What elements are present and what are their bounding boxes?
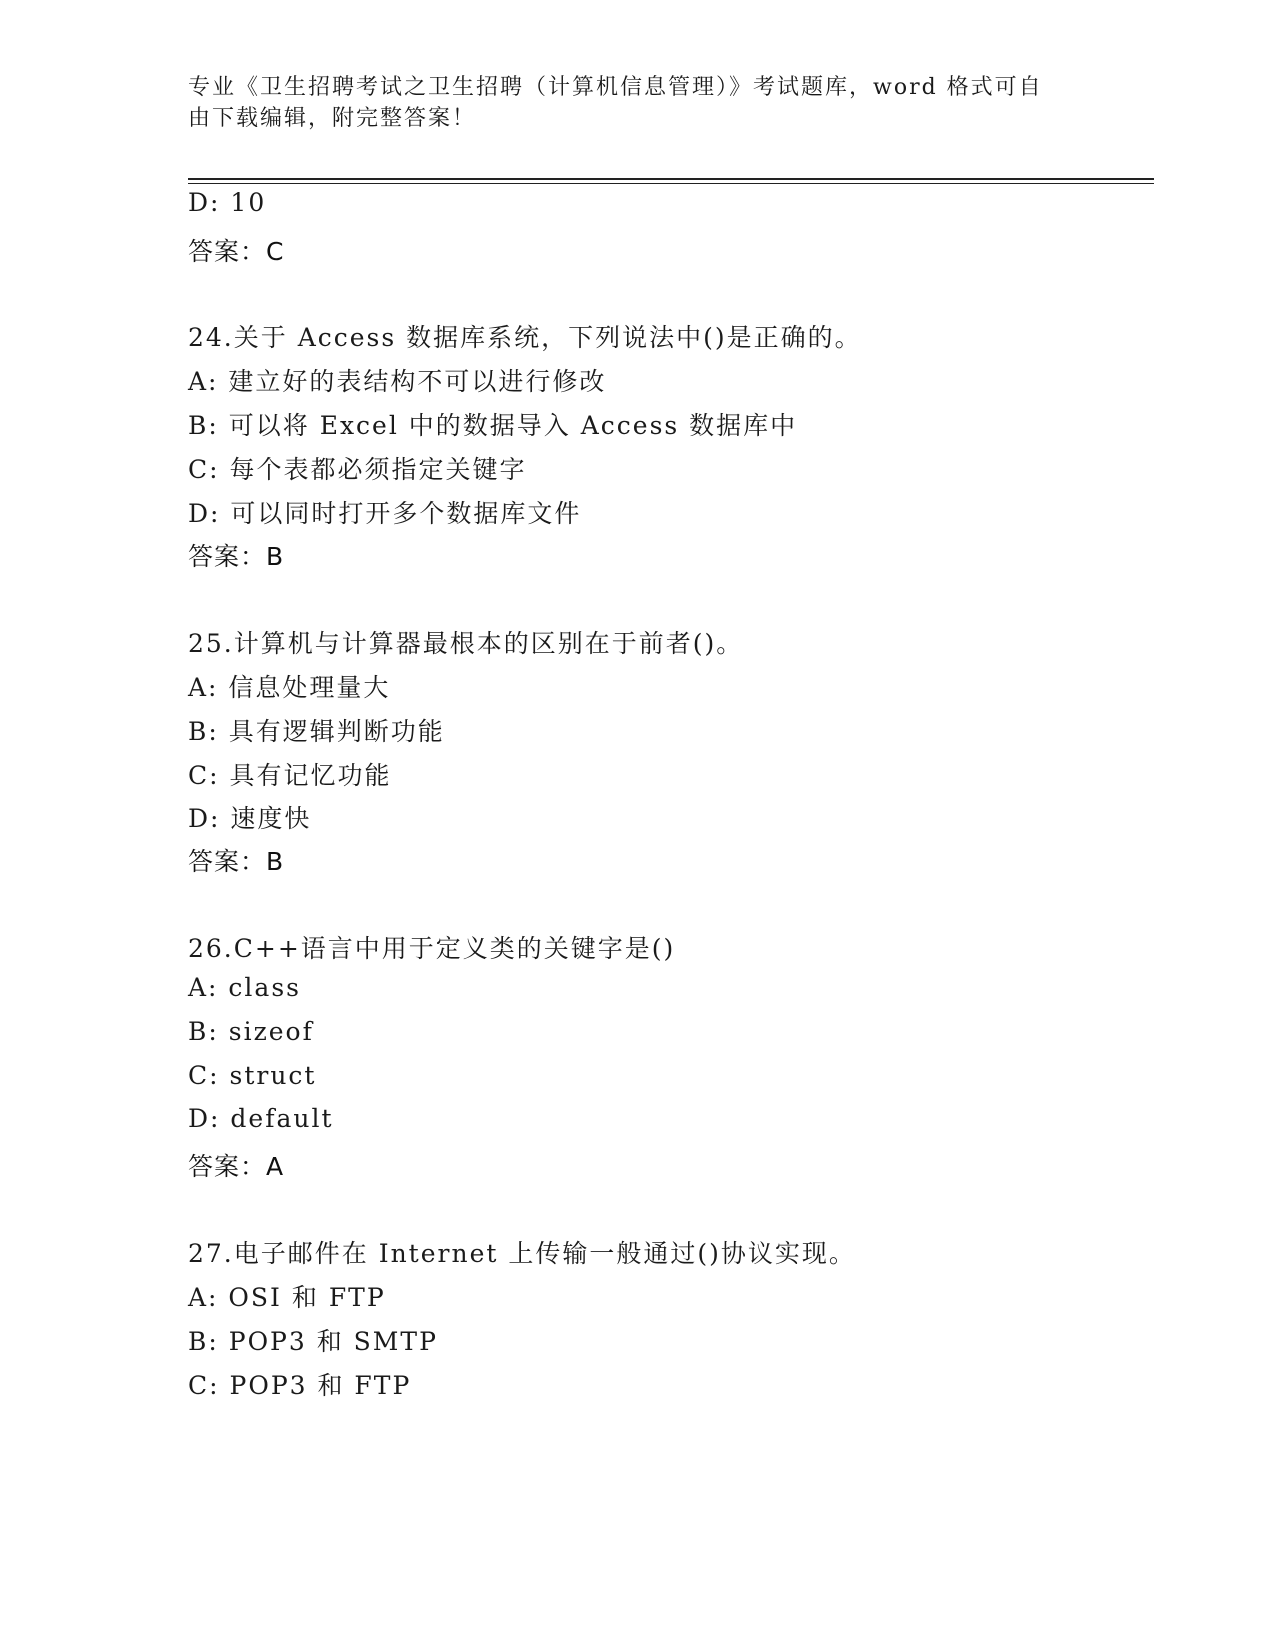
option-b: B: 具有逻辑判断功能	[188, 717, 445, 746]
option-d: D: 10	[188, 188, 267, 217]
question-stem-25: 25.计算机与计算器最根本的区别在于前者()。	[188, 629, 744, 658]
header-line-2: 由下载编辑，附完整答案！	[188, 106, 477, 131]
answer-line: 答案：C	[188, 237, 285, 266]
header-divider-thin	[188, 183, 1154, 184]
option-c: C: struct	[188, 1061, 317, 1090]
option-a: A: 建立好的表结构不可以进行修改	[188, 367, 607, 396]
document-header	[188, 72, 1068, 134]
answer-line: 答案：B	[188, 542, 285, 571]
option-b: B: POP3 和 SMTP	[188, 1327, 438, 1356]
option-d: D: 速度快	[188, 804, 312, 833]
option-b: B: sizeof	[188, 1017, 314, 1046]
option-d: D: 可以同时打开多个数据库文件	[188, 499, 582, 528]
option-c: C: 每个表都必须指定关键字	[188, 455, 527, 484]
question-stem-27: 27.电子邮件在 Internet 上传输一般通过()协议实现。	[188, 1239, 856, 1268]
answer-line: 答案：B	[188, 847, 285, 876]
option-a: A: OSI 和 FTP	[188, 1283, 386, 1312]
option-c: C: 具有记忆功能	[188, 761, 392, 790]
question-stem-24: 24.关于 Access 数据库系统，下列说法中()是正确的。	[188, 323, 862, 352]
header-line-1: 专业《卫生招聘考试之卫生招聘（计算机信息管理）》考试题库，word 格式可自	[188, 75, 1043, 100]
question-stem-26: 26.C++语言中用于定义类的关键字是()	[188, 934, 676, 963]
option-a: A: class	[188, 973, 301, 1002]
option-c: C: POP3 和 FTP	[188, 1371, 412, 1400]
answer-line: 答案：A	[188, 1152, 285, 1181]
header-divider-thick	[188, 178, 1154, 180]
option-b: B: 可以将 Excel 中的数据导入 Access 数据库中	[188, 411, 798, 440]
option-a: A: 信息处理量大	[188, 673, 391, 702]
option-d: D: default	[188, 1104, 334, 1133]
